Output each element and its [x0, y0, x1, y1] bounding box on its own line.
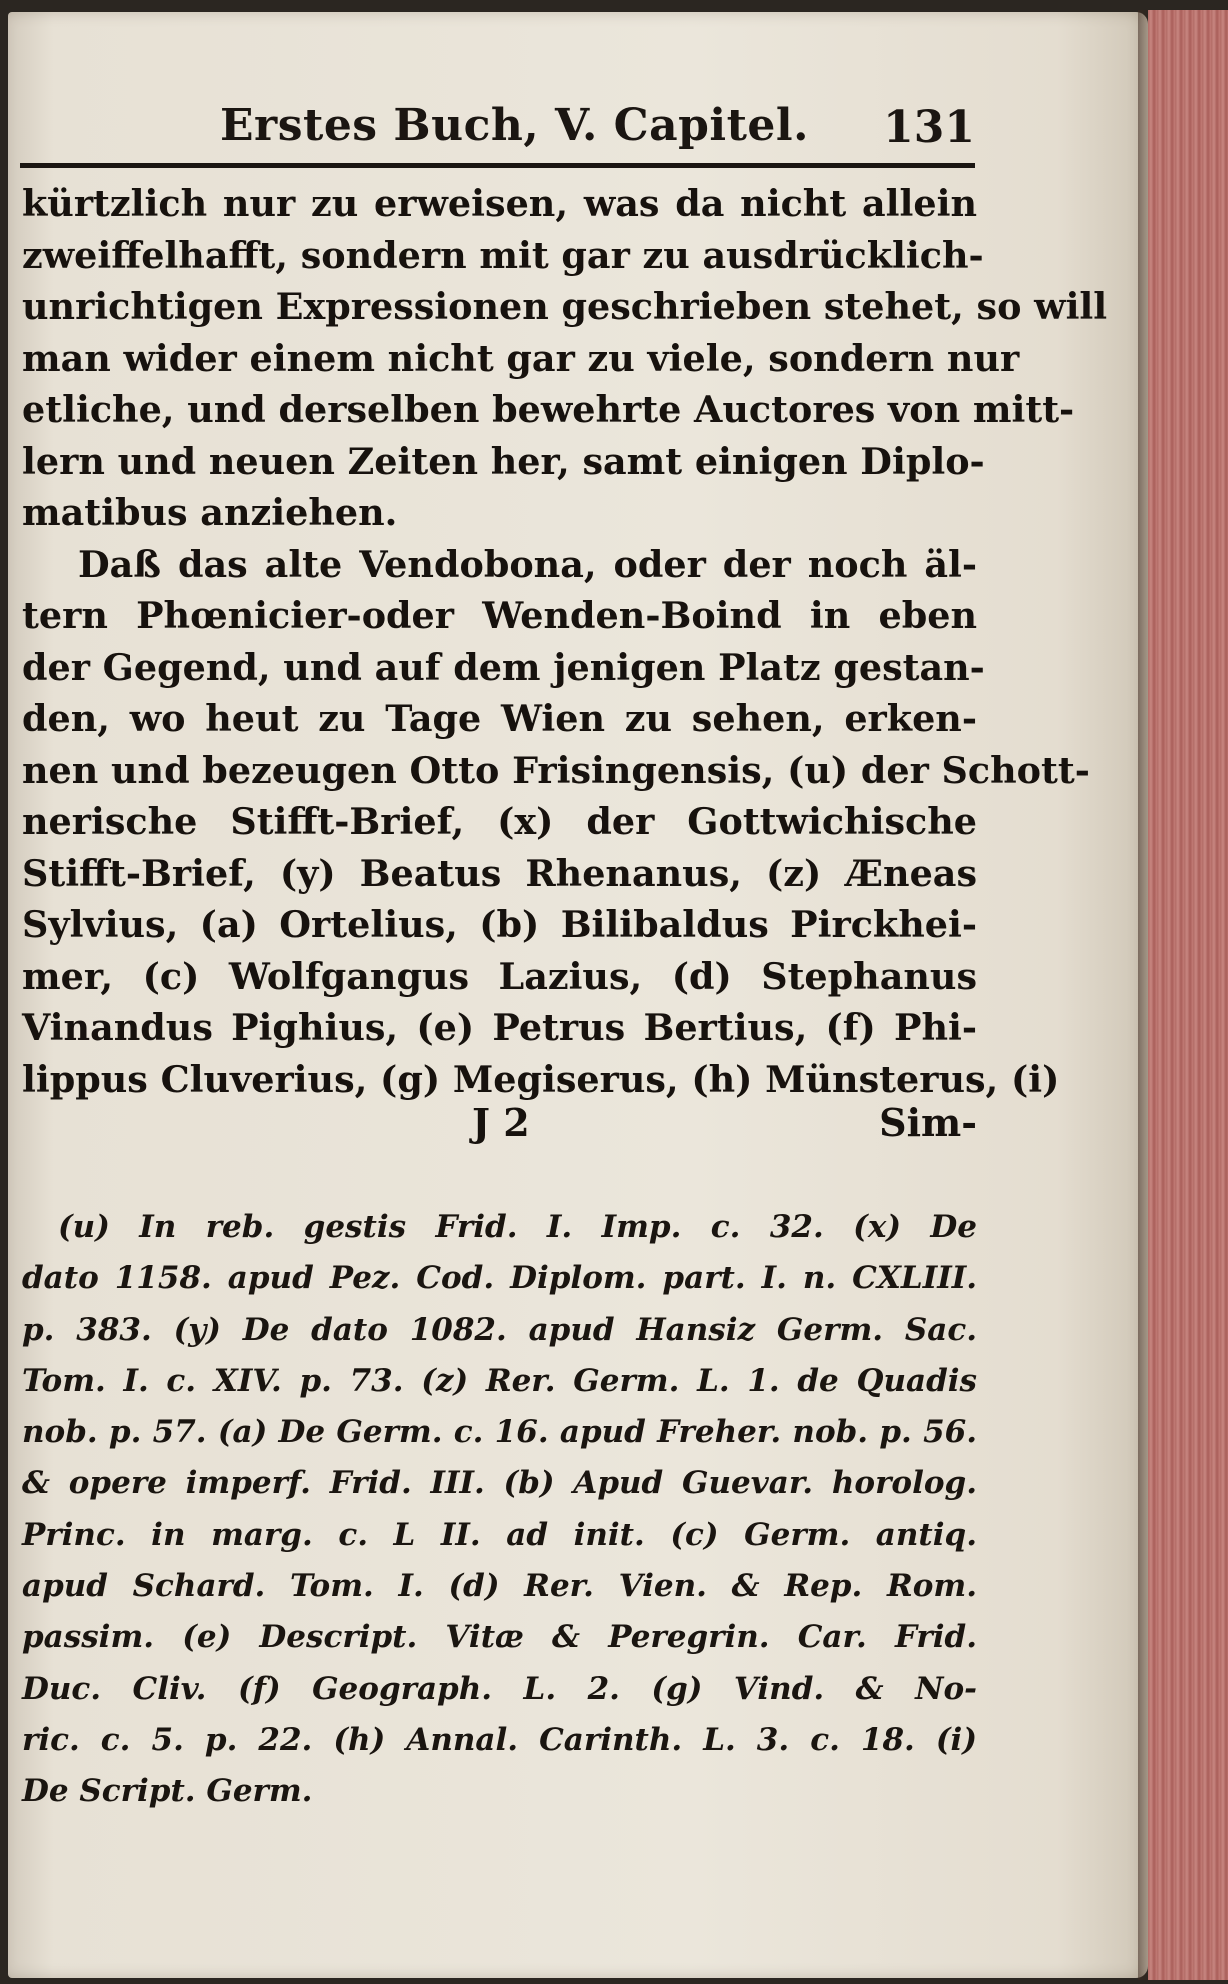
text-line: unrichtigen Expressionen geschrieben stehet, so will [22, 285, 1108, 328]
text-line: man wider einem nicht gar zu viele, sondern nur [22, 336, 1020, 380]
text-line: nen und bezeugen Otto Frisingensis, (u) der Schott- [22, 748, 1090, 792]
footnote-line: dato 1158. apud Pez. Cod. Diplom. part. I. n. CXLIII. [22, 1260, 977, 1297]
text-line: Stifft-Brief, (y) Beatus Rhenanus, (z) Æneas [22, 851, 977, 895]
footnote-line: Princ. in marg. c. L II. ad init. (c) Germ. antiq. [22, 1516, 977, 1553]
header-rule [20, 163, 975, 168]
footnote-line: apud Schard. Tom. I. (d) Rer. Vien. & Rep. Rom. [22, 1568, 977, 1605]
footnote-line: passim. (e) Descript. Vitæ & Peregrin. Car. Frid. [22, 1619, 977, 1656]
text-line: mer, (c) Wolfgangus Lazius, (d) Stephanus [22, 954, 977, 998]
page-header [20, 100, 975, 170]
text-line: kürtzlich nur zu erweisen, was da nicht allein [22, 182, 977, 225]
text-line: nerische Stifft-Brief, (x) der Gottwichische [22, 800, 977, 843]
catchword: Sim- [879, 1100, 977, 1145]
main-text [22, 178, 1108, 1105]
text-line: matibus anziehen. [22, 491, 398, 534]
text-line: etliche, und derselben bewehrte Auctores von mitt- [22, 388, 1075, 431]
text-line: Daß das alte Vendobona, oder der noch äl- [78, 542, 977, 586]
footnote-line: & opere imperf. Frid. III. (b) Apud Guevar. horolog. [22, 1465, 977, 1502]
text-line: lern und neuen Zeiten her, samt einigen Diplo- [22, 439, 985, 483]
signature-mark: J 2 [472, 1100, 530, 1145]
signature-line [22, 1100, 977, 1152]
footnotes [22, 1202, 977, 1818]
text-line: der Gegend, und auf dem jenigen Platz gestan- [22, 645, 985, 689]
footnote-line: nob. p. 57. (a) De Germ. c. 16. apud Freher. nob. p. 56. [22, 1414, 977, 1451]
footnote-line: De Script. Germ. [22, 1773, 313, 1810]
footnote-line: Duc. Cliv. (f) Geograph. L. 2. (g) Vind. & No- [22, 1670, 977, 1707]
text-line: tern Phœnicier-oder Wenden-Boind in eben [22, 594, 977, 637]
text-line: lippus Cluverius, (g) Megiserus, (h) Münsterus, (i) [22, 1057, 1060, 1101]
red-page-edges [1148, 10, 1228, 1980]
footnote-line: p. 383. (y) De dato 1082. apud Hansiz Germ. Sac. [22, 1311, 977, 1348]
text-line: Sylvius, (a) Ortelius, (b) Bilibaldus Pirckhei- [22, 903, 977, 946]
running-head: Erstes Buch, V. Capitel. [220, 100, 809, 151]
footnote-line: Tom. I. c. XIV. p. 73. (z) Rer. Germ. L. 1. de Quadis [22, 1362, 977, 1399]
text-line: den, wo heut zu Tage Wien zu sehen, erken- [22, 697, 977, 740]
page-number: 131 [883, 102, 975, 153]
text-line: Vinandus Pighius, (e) Petrus Bertius, (f) Phi- [22, 1006, 977, 1049]
text-line: zweiffelhafft, sondern mit gar zu ausdrücklich- [22, 233, 984, 277]
footnote-line: ric. c. 5. p. 22. (h) Annal. Carinth. L. 3. c. 18. (i) [22, 1721, 977, 1758]
footnote-line: (u) In reb. gestis Frid. I. Imp. c. 32. (x) De [58, 1209, 977, 1245]
